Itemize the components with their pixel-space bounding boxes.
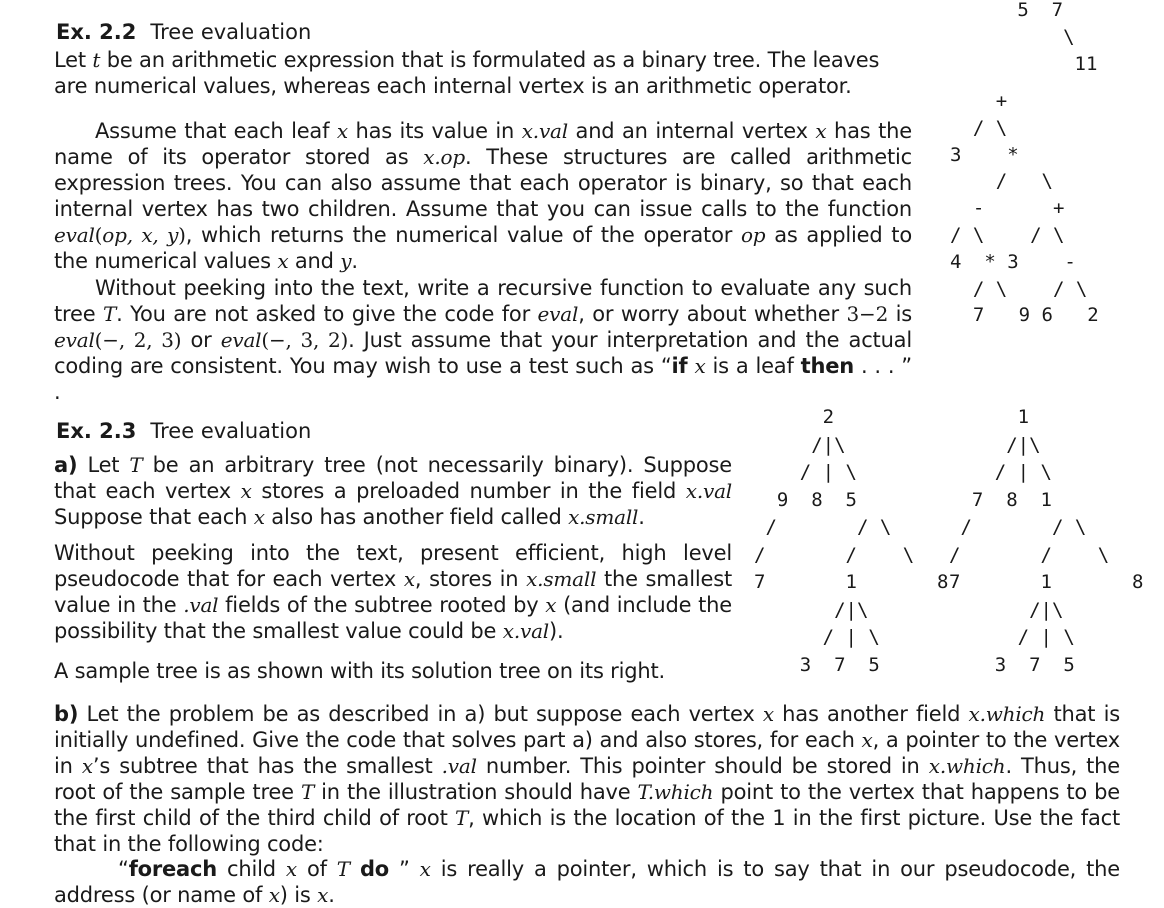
- bold-keyword: then: [800, 354, 855, 378]
- math-expression: x: [861, 728, 873, 752]
- math-expression: ): [178, 223, 186, 247]
- sample-tree: 2 /|\ / | \ 9 8 5 / / \ / / \ 7 1 8 /|\ / | \ 3 7 5: [754, 406, 949, 676]
- math-expression: T: [300, 780, 315, 804]
- bold-keyword: do: [359, 857, 389, 881]
- math-expression: x.val: [521, 119, 568, 143]
- math-expression: x.which: [968, 702, 1046, 726]
- math-expression: x.op: [423, 145, 465, 169]
- top-tree-fragment: 5 7 \ 11: [1017, 0, 1098, 75]
- ex23-part-a-3: A sample tree is as shown with its solution tree on its right.: [54, 659, 665, 683]
- math-expression: T: [129, 453, 143, 477]
- math-expression: x: [268, 883, 280, 907]
- math-expression: T: [102, 302, 117, 326]
- math-expression: (−, 3, 2): [261, 328, 349, 352]
- solution-tree: 1 /|\ / | \ 7 8 1 / / \ / / \ 7 1 8 /|\ / | \ 3 7 5: [949, 406, 1144, 676]
- ex22-paragraph-2: Assume that each leaf x has its value in x.val and an internal vertex x has the name of its operator stored as x.op. These structures are called arithmetic expression trees. You can also assume that each operator is binary, so that each internal vertex has two children. Assume that you can issue calls to the function eval(op, x, y), which returns the numerical value of the operator op as applied to the numerical values x and y.: [54, 119, 912, 273]
- math-expression: x.which: [928, 754, 1006, 778]
- math-expression: .val: [183, 593, 219, 617]
- math-expression: t: [92, 48, 101, 72]
- math-expression: x: [317, 883, 329, 907]
- bold-keyword: b): [54, 702, 79, 726]
- math-expression: x.val: [685, 479, 732, 503]
- ex23-part-a-2: Without peeking into the text, present efficient, high level pseudocode that for each vertex x, stores in x.small the smallest value in the .val fields of the subtree rooted by x (and include the possibility that the smallest value could be x.val).: [54, 541, 732, 643]
- math-expression: eval: [54, 223, 95, 247]
- ex23-number: Ex. 2.3: [56, 419, 137, 443]
- math-expression: eval: [54, 328, 95, 352]
- expression-tree: + / \ 3 * / \ - + / \ / \ 4 * 3 - / \ / \ 7 9 6 2: [950, 90, 1099, 327]
- math-expression: x: [403, 567, 415, 591]
- math-expression: x: [253, 505, 265, 529]
- math-expression: T.which: [637, 780, 714, 804]
- math-expression: x: [285, 857, 297, 881]
- ex22-title: Tree evaluation: [150, 20, 312, 44]
- math-expression: x: [762, 702, 774, 726]
- math-expression: eval: [220, 328, 262, 352]
- math-expression: x.small: [526, 567, 597, 591]
- math-expression: T: [455, 806, 469, 830]
- math-expression: eval: [537, 302, 579, 326]
- ex23-heading: [56, 418, 311, 444]
- math-expression: x: [694, 354, 706, 378]
- math-expression: x.val: [502, 619, 550, 643]
- math-expression: x: [419, 857, 431, 881]
- math-expression: op: [740, 223, 766, 247]
- ex23-part-b: b) Let the problem be as described in a) but suppose each vertex x has another field x.which that is initially undefined. Give the code that solves part a) and also stores, for each x, a pointer to the vertex in x’s subtree that has the smallest .val number. This pointer should be stored in x.which. Thus, the root of the sample tree T in the illustration should have T.which point to the vertex that happens to be the first child of the third child of root T, which is the location of the 1 in the first picture. Use the fact that in the following code:: [54, 702, 1121, 856]
- math-expression: (: [94, 223, 103, 247]
- math-expression: (−, 2, 3): [94, 328, 182, 352]
- math-expression: x: [815, 119, 827, 143]
- ex23-part-b-2: “foreach child x of T do ” x is really a pointer, which is to say that in our pseudocode, the address (or name of x) is x.: [54, 857, 1120, 907]
- math-expression: y: [340, 249, 352, 273]
- ex22-paragraph-3: Without peeking into the text, write a recursive function to evaluate any such tree T. You are not asked to give the code for eval, or worry about whether 3−2 is eval(−, 2, 3) or eval(−, 3, 2). Just assume that your interpretation and the actual coding are consistent. You may wish to use a test such as “if x is a leaf then . . . ” .: [54, 276, 913, 404]
- ex22-paragraph-1: Let t be an arithmetic expression that is formulated as a binary tree. The leaves are numerical values, whereas each internal vertex is an arithmetic operator.: [54, 48, 880, 98]
- math-expression: x: [545, 593, 557, 617]
- bold-keyword: a): [54, 453, 78, 477]
- math-expression: .val: [441, 754, 477, 778]
- bold-keyword: foreach: [128, 857, 218, 881]
- ex22-number: Ex. 2.2: [56, 20, 137, 44]
- math-expression: op, x, y: [102, 223, 179, 247]
- ex23-title: Tree evaluation: [150, 419, 312, 443]
- math-expression: x: [240, 479, 252, 503]
- bold-keyword: if: [671, 354, 688, 378]
- math-expression: x: [81, 754, 93, 778]
- ex22-heading: [56, 19, 311, 45]
- math-expression: 3−2: [846, 302, 889, 326]
- math-expression: x: [336, 119, 348, 143]
- math-expression: x: [277, 249, 289, 273]
- math-expression: T: [336, 857, 350, 881]
- math-expression: x.small: [568, 505, 639, 529]
- ex23-part-a: a) Let T be an arbitrary tree (not necessarily binary). Suppose that each vertex x stores a preloaded number in the field x.val Suppose that each x also has another field called x.small.: [54, 453, 732, 529]
